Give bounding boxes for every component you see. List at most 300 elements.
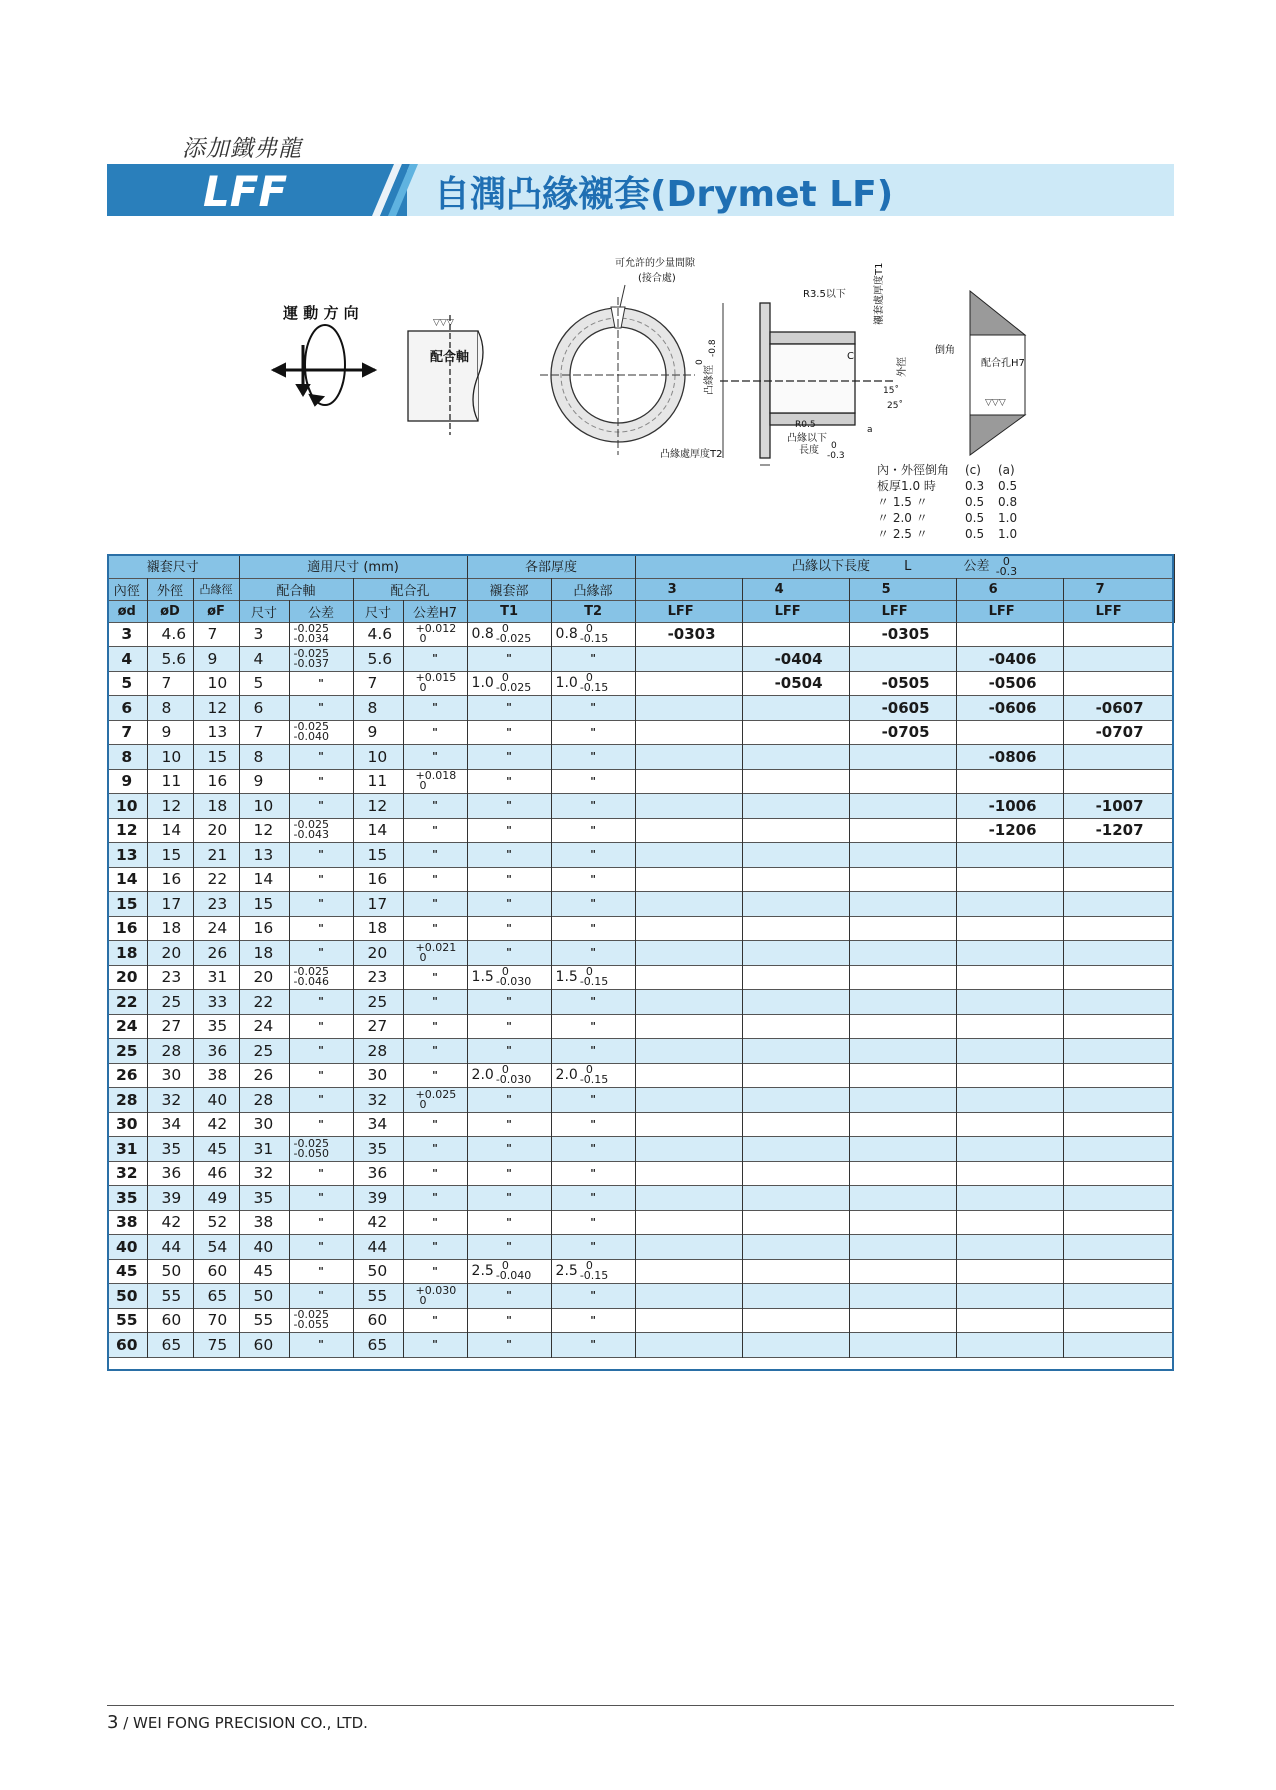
t2-tol-lower: -0.15 [579,632,609,646]
lff-code-cell [1063,1137,1174,1162]
lff-code-cell [849,1210,956,1235]
lff-code-cell [635,1088,742,1113]
ditto-mark: " [432,725,438,739]
shaft-tol-cell [289,1014,353,1039]
ditto-mark: " [590,1313,596,1327]
t2-tol [580,624,608,644]
inner-dia-cell [107,818,147,843]
shaft-tol-cell [289,671,353,696]
flange-dia-cell [193,892,239,917]
hole-tol-lower: 0 [419,681,427,695]
lff-code-cell [849,843,956,868]
shaft-size-cell [239,867,289,892]
lff-code-cell [742,696,849,721]
lff-code-cell [635,622,742,647]
hole-tol-cell [403,892,467,917]
hole-size: 15 [367,845,388,864]
table-row [107,818,1174,843]
shaft-size: 28 [253,1090,274,1109]
lff-code-cell [635,867,742,892]
table-row [107,1235,1174,1260]
ditto-mark: " [506,995,512,1009]
lff-code-cell [1063,671,1174,696]
hole-size: 10 [367,747,388,766]
flange-dia-cell [193,1235,239,1260]
inner-dia-cell [107,1210,147,1235]
t1-label: 襯套處厚度T1 [874,262,885,325]
head-d: ød [107,600,147,622]
lff-code-cell [742,1308,849,1333]
outer-dia-cell [147,1259,193,1284]
inner-dia: 55 [115,1311,138,1330]
ditto-mark: " [506,823,512,837]
t2-cell [551,1235,635,1260]
inner-dia: 38 [115,1213,138,1232]
hole-size: 39 [367,1188,388,1207]
lff-code-cell [742,769,849,794]
t2-tol-lower: -0.15 [579,1269,609,1283]
t1-tol-upper: 0 [501,622,509,636]
lff-code-cell [956,769,1063,794]
shaft-tol-cell [289,965,353,990]
flange-dia-cell [193,1112,239,1137]
lff-code-cell [849,1014,956,1039]
hole-tol-cell [403,1259,467,1284]
t1-value: 1.0 [471,675,494,692]
flange-dia-cell [193,1259,239,1284]
ditto-mark: " [590,1142,596,1156]
head-flange-part: 凸緣部 [551,578,635,600]
hole-size: 16 [367,870,388,889]
ditto-mark: " [506,750,512,764]
shaft-tol-lower: -0.034 [293,632,329,646]
lff-code-cell [635,1186,742,1211]
shaft-size: 16 [253,919,274,938]
outer-dia: 18 [161,919,182,938]
shaft-size: 45 [253,1262,274,1281]
t2-cell [551,1137,635,1162]
shaft-tol [294,820,329,840]
hole-chamfer-drawing [970,291,1025,455]
lff-code-cell [1063,941,1174,966]
inner-dia: 13 [115,845,138,864]
t2-cell [551,1308,635,1333]
t2-value: 0.8 [555,626,578,643]
shaft-tol-cell [289,794,353,819]
ditto-mark: " [318,1166,324,1180]
flange-dia-cell [193,622,239,647]
outer-dia: 10 [161,747,182,766]
group-thickness: 各部厚度 [467,554,635,578]
ditto-mark: " [506,1044,512,1058]
flange-dia-cell [193,990,239,1015]
ditto-mark: " [590,701,596,715]
shaft-size: 35 [253,1188,274,1207]
hole-tol-lower: 0 [419,950,427,964]
hole-tol-lower: 0 [419,1293,427,1307]
shaft-tol-cell [289,696,353,721]
outer-dia-cell [147,892,193,917]
flange-dia: 7 [207,625,218,644]
flange-len-label-1: 凸緣以下 [787,433,827,444]
lff-code-cell [1063,1161,1174,1186]
ditto-mark: " [590,946,596,960]
shaft-size-cell [239,622,289,647]
hole-tol [415,940,457,964]
flange-dia-cell [193,867,239,892]
hole-size: 60 [367,1311,388,1330]
group-bushing: 襯套尺寸 [107,554,239,578]
lff-code-cell [1063,745,1174,770]
outer-dia: 36 [161,1164,182,1183]
outer-dia-cell [147,1308,193,1333]
flange-dia: 52 [207,1213,228,1232]
shaft-tol-lower: -0.043 [293,828,329,842]
t1-cell [467,892,551,917]
lff-code-cell [849,671,956,696]
ditto-mark: " [432,897,438,911]
lff-code-cell [1063,843,1174,868]
hole-size-cell [353,1014,403,1039]
lff-code-cell [849,696,956,721]
spec-table [107,554,1175,1358]
lff-code-cell [956,1333,1063,1358]
t1-cell [467,1186,551,1211]
hole-size-cell [353,720,403,745]
lff-code-cell [742,1039,849,1064]
lff-code-cell [635,965,742,990]
hole-size: 8 [367,698,378,717]
lff-code-cell [849,941,956,966]
shaft-finish-mark: ▽▽▽ [433,318,454,328]
lff-code-cell [742,916,849,941]
hole-size-cell [353,1235,403,1260]
ditto-mark: " [318,848,324,862]
footer [107,1712,368,1733]
hole-size-cell [353,916,403,941]
ditto-mark: " [432,1044,438,1058]
t2-tol-upper: 0 [585,1063,593,1077]
chamfer-c: 0.3 [965,479,985,493]
shaft-tol-cell [289,867,353,892]
r35-label: R3.5以下 [803,289,846,300]
lff-code-cell [956,1137,1063,1162]
hole-finish-mark: ▽▽▽ [985,398,1006,408]
flange-dia-cell [193,1186,239,1211]
ditto-mark: " [318,774,324,788]
inner-dia: 25 [115,1041,138,1060]
hole-tol-cell [403,1161,467,1186]
lff-code-cell [849,1284,956,1309]
t2-cell [551,696,635,721]
t2-cell [551,1039,635,1064]
length-tol [995,554,1018,578]
chamfer-a: 1.0 [998,527,1018,541]
hole-tol-cell [403,1063,467,1088]
shaft-tol-upper: -0.025 [293,646,329,660]
lff-code-cell [956,671,1063,696]
hole-tol-lower: 0 [419,1097,427,1111]
table-row [107,843,1174,868]
t1-tol [496,624,531,644]
t1-cell [467,843,551,868]
flange-dia: 60 [207,1262,228,1281]
shaft-label: 配合軸 [430,350,470,365]
t2-cell [551,1186,635,1211]
lff-code-cell [956,1186,1063,1211]
shaft-size-cell [239,794,289,819]
hole-tol-cell [403,1039,467,1064]
ditto-mark: " [506,1215,512,1229]
t1-cell [467,1333,551,1358]
lff-code-cell [635,794,742,819]
shaft-tol-cell [289,745,353,770]
lff-code-cell [1063,1014,1174,1039]
hole-size: 65 [367,1335,388,1354]
lff-code-cell [956,990,1063,1015]
lff-code-cell [742,892,849,917]
table-row [107,990,1174,1015]
t1-cell [467,965,551,990]
inner-dia-cell [107,1235,147,1260]
flange-dia: 10 [207,674,228,693]
lff-code-cell [1063,1210,1174,1235]
motion-arrows-icon [273,325,375,405]
inner-dia: 7 [121,723,133,742]
lff-code-cell [849,647,956,672]
gap-label-2: (接合處) [638,273,676,284]
length-tol-bot: -0.3 [995,564,1018,578]
t1-cell [467,1112,551,1137]
chamfer-thickness: 板厚1.0 時 [877,479,936,493]
hole-size: 35 [367,1139,388,1158]
lff-code-cell [742,941,849,966]
inner-dia: 26 [115,1066,138,1085]
flange-dia-cell [193,916,239,941]
t2-tol [580,1065,608,1085]
flange-dia: 65 [207,1286,228,1305]
table-row [107,941,1174,966]
head-len-4: 4 [742,578,849,600]
lff-code: -0506 [988,674,1037,693]
lff-code-cell [635,818,742,843]
t2-tol [580,967,608,987]
hole-tol-cell [403,867,467,892]
t1-cell [467,916,551,941]
hole-tol-cell [403,990,467,1015]
t1-cell [467,1137,551,1162]
lff-code-cell [1063,916,1174,941]
lff-code: -0305 [881,625,930,644]
lff-code-cell [635,941,742,966]
outer-dia: 39 [161,1188,182,1207]
shaft-size: 31 [253,1139,274,1158]
t1-value: 2.5 [471,1263,494,1280]
c-label: C [847,351,854,362]
ditto-mark: " [432,1191,438,1205]
outer-dia: 25 [161,992,182,1011]
ditto-mark: " [590,1019,596,1033]
hole-size-cell [353,1210,403,1235]
lff-code-cell [1063,1333,1174,1358]
ditto-mark: " [318,1191,324,1205]
t1-value: 1.5 [471,969,494,986]
t2-cell [551,1210,635,1235]
hole-tol-lower: 0 [419,632,427,646]
hole-tol [416,771,457,791]
hole-size-cell [353,941,403,966]
t2-cell [551,1088,635,1113]
ditto-mark: " [590,995,596,1009]
chamfer-label: 倒角 [935,345,955,356]
shaft-size-cell [239,965,289,990]
hole-size: 34 [367,1115,388,1134]
lff-code-cell [956,965,1063,990]
shaft-size: 32 [253,1164,274,1183]
shaft-size: 30 [253,1115,274,1134]
lff-code-cell [635,892,742,917]
inner-dia: 40 [115,1237,138,1256]
hole-size-cell [353,647,403,672]
flange-dia: 35 [207,1017,228,1036]
ditto-mark: " [506,1093,512,1107]
hole-size-cell [353,965,403,990]
lff-code-cell [1063,1039,1174,1064]
flange-dia: 22 [207,870,228,889]
chamfer-a: 0.5 [998,479,1018,493]
t1-tol [496,1261,531,1281]
hole-tol-cell [403,1137,467,1162]
ditto-mark: " [432,701,438,715]
head-len-3: 3 [635,578,742,600]
lff-code-cell [742,965,849,990]
ditto-mark: " [318,1289,324,1303]
ditto-mark: " [318,921,324,935]
ditto-mark: " [432,1313,438,1327]
chamfer-a: 0.8 [998,495,1018,509]
t1-tol [496,673,531,693]
ditto-mark: " [432,1240,438,1254]
hole-tol-cell [403,745,467,770]
shaft-size: 22 [253,992,274,1011]
shaft-tol-cell [289,990,353,1015]
lff-code: -0404 [774,649,823,668]
inner-dia-cell [107,1161,147,1186]
t1-tol-upper: 0 [501,965,509,979]
shaft-size: 8 [253,747,264,766]
t2-tol-upper: 0 [585,622,593,636]
ditto-mark: " [590,799,596,813]
lff-code-cell [635,696,742,721]
lff-code-cell [635,1210,742,1235]
head-size1: 尺寸 [239,600,289,622]
shaft-size-cell [239,1210,289,1235]
shaft-tol-upper: -0.025 [293,1136,329,1150]
shaft-tol-lower: -0.046 [293,975,329,989]
chamfer-head-a: (a) [998,463,1015,477]
ditto-mark: " [506,946,512,960]
inner-dia: 9 [121,772,133,791]
lff-code: -1206 [988,821,1037,840]
t1-cell [467,1063,551,1088]
t2-cell [551,867,635,892]
shaft-tol-upper: -0.025 [293,818,329,832]
ditto-mark: " [432,1215,438,1229]
outer-dia: 5.6 [161,649,187,668]
lff-code-cell [849,1259,956,1284]
hole-tol-cell [403,916,467,941]
ditto-mark: " [506,725,512,739]
hole-size-cell [353,622,403,647]
shaft-size-cell [239,1088,289,1113]
lff-code-cell [635,1161,742,1186]
table-row [107,1112,1174,1137]
shaft-size-cell [239,1112,289,1137]
lff-code-cell [742,794,849,819]
angle25-label: 25˚ [887,401,903,411]
ditto-mark: " [432,1264,438,1278]
shaft-size-cell [239,1039,289,1064]
lff-code-cell [956,794,1063,819]
head-len-5: 5 [849,578,956,600]
lff-code-cell [742,1186,849,1211]
outer-dia: 34 [161,1115,182,1134]
lff-code-cell [956,941,1063,966]
inner-dia: 15 [115,894,138,913]
ditto-mark: " [506,1289,512,1303]
inner-dia-cell [107,1112,147,1137]
inner-dia-cell [107,916,147,941]
lff-code-cell [1063,1063,1174,1088]
ditto-mark: " [590,897,596,911]
lff-code-cell [1063,1186,1174,1211]
flange-dia: 21 [207,845,228,864]
t2-tol-lower: -0.15 [579,1073,609,1087]
hole-size: 50 [367,1262,388,1281]
ditto-mark: " [318,1044,324,1058]
hole-size: 7 [367,674,378,693]
flange-dia: 13 [207,723,228,742]
hole-tol-cell [403,622,467,647]
outer-dia: 35 [161,1139,182,1158]
lff-code-cell [742,1088,849,1113]
t1-cell [467,941,551,966]
hole-size: 12 [367,796,388,815]
lff-code-cell [742,843,849,868]
shaft-size: 18 [253,943,274,962]
ditto-mark: " [590,774,596,788]
t1-cell [467,1284,551,1309]
ditto-mark: " [318,750,324,764]
t2-cell [551,990,635,1015]
hole-size: 55 [367,1286,388,1305]
ditto-mark: " [318,1338,324,1352]
table-row [107,1210,1174,1235]
hole-tol-upper: +0.025 [415,1087,457,1101]
lff-code-cell [956,867,1063,892]
outer-dia: 65 [161,1335,182,1354]
shaft-tol-cell [289,916,353,941]
hole-tol-cell [403,941,467,966]
shaft-size: 6 [253,698,264,717]
shaft-size: 5 [253,674,264,693]
lff-code-cell [849,867,956,892]
shaft-tol-cell [289,843,353,868]
t1-tol [496,1065,531,1085]
shaft-size-cell [239,1161,289,1186]
lff-code: -0605 [881,698,930,717]
flange-dia-cell [193,1039,239,1064]
